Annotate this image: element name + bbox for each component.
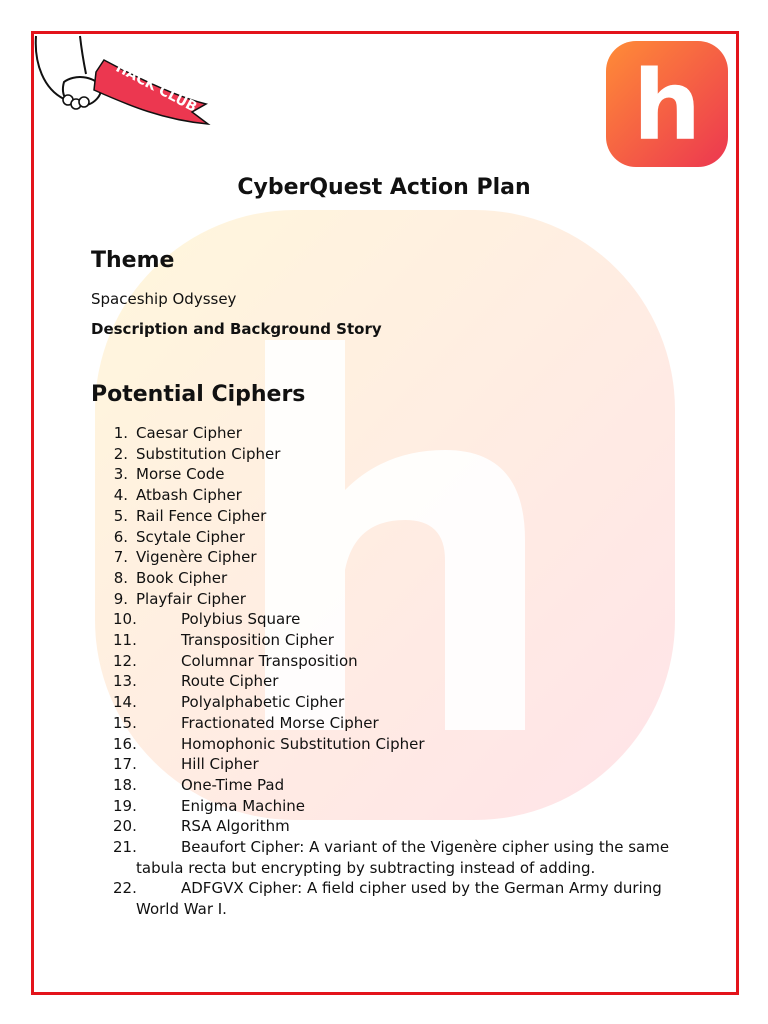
list-item-continuation: World War I. — [136, 900, 227, 919]
list-item-text: Caesar Cipher — [136, 424, 242, 442]
list-item-text: Morse Code — [136, 465, 225, 484]
list-item — [0, 423, 768, 444]
list-item — [0, 713, 768, 734]
list-item — [0, 506, 768, 527]
list-item-number: 7. — [113, 548, 128, 567]
list-item-number: 15. — [113, 713, 137, 732]
list-item — [0, 527, 768, 548]
list-item-number: 1. — [113, 424, 128, 442]
list-item-text: RSA Algorithm — [181, 817, 290, 836]
list-item-text: Route Cipher — [181, 672, 279, 691]
list-item-number: 4. — [113, 486, 128, 505]
list-item — [0, 589, 768, 610]
list-item-number: 21. — [113, 838, 137, 857]
list-item — [0, 485, 768, 506]
list-item — [0, 692, 768, 713]
list-item-number: 14. — [113, 693, 137, 712]
list-item-text: Transposition Cipher — [181, 631, 334, 650]
list-item — [0, 816, 768, 837]
list-item — [0, 464, 768, 485]
list-item-text: Fractionated Morse Cipher — [181, 713, 379, 732]
list-item — [0, 651, 768, 672]
app-icon-letter: h — [632, 50, 702, 162]
ciphers-heading: Potential Ciphers — [91, 382, 306, 407]
list-item-text: Substitution Cipher — [136, 444, 281, 463]
list-item — [0, 630, 768, 651]
description-heading: Description and Background Story — [91, 320, 382, 338]
list-item-text: Scytale Cipher — [136, 527, 245, 546]
app-h-icon — [606, 41, 728, 167]
list-item-text: Rail Fence Cipher — [136, 506, 267, 525]
list-item — [0, 734, 768, 755]
list-item-number: 22. — [113, 879, 137, 898]
list-item-number: 13. — [113, 672, 137, 691]
list-item-text: ADFGVX Cipher: A field cipher used by the German Army during — [181, 879, 662, 898]
list-item — [0, 796, 768, 817]
list-item-number: 8. — [113, 568, 128, 587]
list-item — [0, 754, 768, 775]
list-item-number: 3. — [113, 465, 128, 484]
list-item-number: 12. — [113, 651, 137, 670]
hack-club-logo — [34, 34, 214, 130]
list-item-continuation: tabula recta but encrypting by subtracting instead of adding. — [136, 858, 596, 877]
list-item-number: 6. — [113, 527, 128, 546]
list-item-number: 2. — [113, 444, 128, 463]
list-item — [0, 568, 768, 589]
list-item-number: 10. — [113, 610, 137, 629]
theme-value: Spaceship Odyssey — [91, 290, 237, 308]
list-item — [0, 444, 768, 465]
list-item — [0, 547, 768, 568]
list-item-text: Book Cipher — [136, 568, 228, 587]
list-item-text: Vigenère Cipher — [136, 548, 257, 567]
page-title: CyberQuest Action Plan — [237, 175, 531, 200]
list-item-text: Columnar Transposition — [181, 651, 358, 670]
list-item-text: Beaufort Cipher: A variant of the Vigenère cipher using the same — [181, 838, 670, 857]
cipher-list — [0, 423, 768, 920]
list-item — [0, 775, 768, 796]
list-item-text: Polybius Square — [181, 610, 301, 629]
list-item-number: 9. — [113, 589, 128, 608]
list-item-text: One-Time Pad — [181, 775, 285, 794]
hack-club-logo-text: HACK CLUB — [113, 59, 200, 116]
list-item-text: Enigma Machine — [181, 796, 306, 815]
list-item-text: Atbash Cipher — [136, 486, 242, 505]
list-item-number: 5. — [113, 506, 128, 525]
list-item — [0, 878, 768, 919]
list-item-text: Homophonic Substitution Cipher — [181, 734, 425, 753]
list-item — [0, 837, 768, 878]
list-item-number: 18. — [113, 775, 137, 794]
list-item — [0, 609, 768, 630]
list-item-number: 20. — [113, 817, 137, 836]
list-item-text: Polyalphabetic Cipher — [181, 693, 345, 712]
list-item-number: 19. — [113, 796, 137, 815]
list-item-text: Hill Cipher — [181, 755, 259, 774]
list-item-number: 16. — [113, 734, 137, 753]
list-item-number: 11. — [113, 631, 137, 650]
theme-heading: Theme — [91, 248, 175, 273]
list-item — [0, 671, 768, 692]
list-item-number: 17. — [113, 755, 137, 774]
list-item-text: Playfair Cipher — [136, 589, 246, 608]
